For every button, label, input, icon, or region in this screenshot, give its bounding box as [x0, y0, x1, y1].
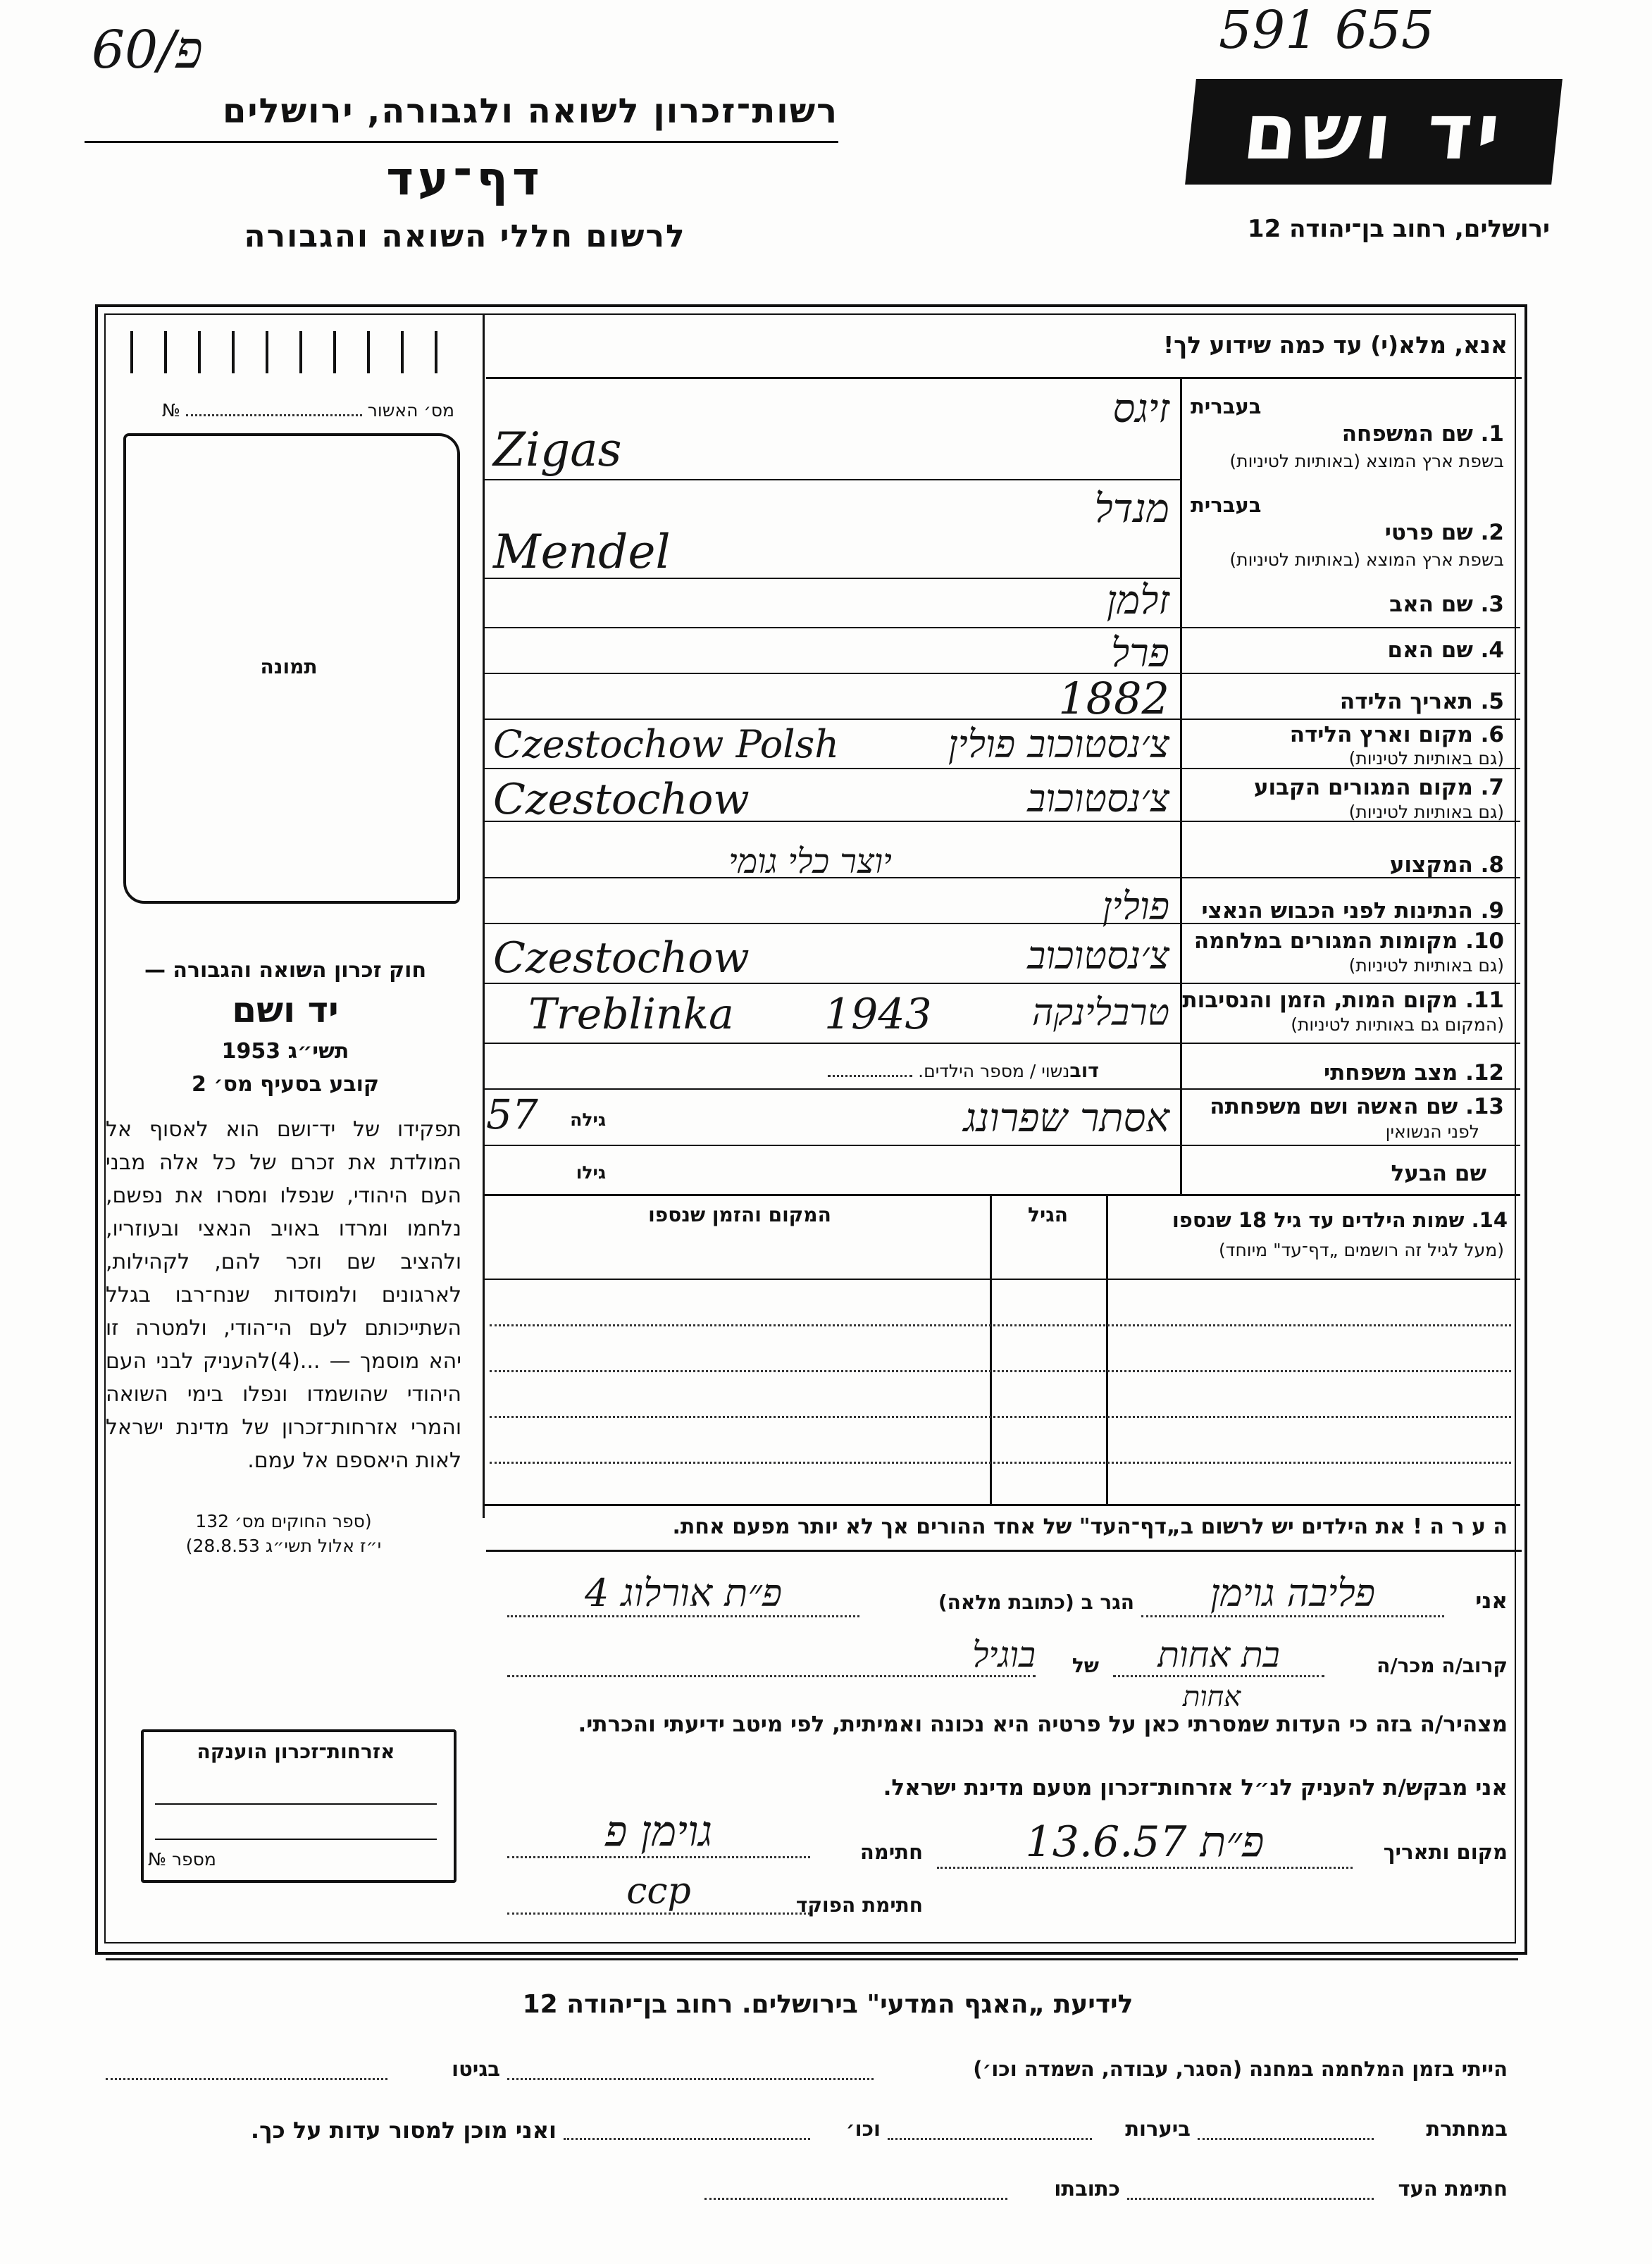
declarant-i: אני — [1475, 1588, 1508, 1614]
law-text: תפקידו של יד־ושם הוא לאסוף אל המולדת את זכרם של כל אלה מבני העם היהודי, שנפלו ומסרו את נפשם, נלחמו ומרדו באויב הנאצי ובעוזריו, ולהציב שם וזכר להם, לקהילות, לארגונים ולמוסדות שנח־רבו בגלל השתייכותם לעם הי־הודי, ולמטרה זו יהא מוסמך — ...(4)להעניק לבני העם היהודי שהושמדו ונפלו בימי השואה והמרי אזרחות־זכרון של מדינת ישראל לאות היאספם אל עמם. — [106, 1117, 461, 1473]
field-10-sub: (גם באותיות לטיניות) — [1348, 955, 1504, 976]
yad-vashem-logo: יד ושם — [1185, 79, 1563, 185]
relative-label: קרוב/ה מכר/ה — [1377, 1654, 1508, 1677]
instruction-underline — [486, 377, 1522, 379]
note-underline — [486, 1550, 1522, 1552]
citizenship-line-2 — [155, 1839, 437, 1840]
declarant-address[interactable]: פ״ת אורלוג 4 — [507, 1571, 859, 1617]
wartime-residence-latin[interactable]: Czestochow — [493, 933, 750, 983]
wife-name[interactable]: אסתר שפרונג — [963, 1095, 1169, 1141]
field-12-label: 12. מצב משפחתי — [1323, 1060, 1504, 1086]
field-6-label: 6. מקום וארץ הלידה — [1289, 722, 1504, 747]
form-title: דף־עד — [386, 151, 544, 206]
occupation[interactable]: יוצר כלי גומי — [728, 842, 892, 881]
father-name[interactable]: זלמן — [1106, 578, 1169, 623]
corner-note-right: 591 655 — [1219, 0, 1435, 61]
form-subtitle: לרשום חללי השואה והגבורה — [244, 218, 686, 254]
resides-label: הגר ב (כתובת מלאה) — [938, 1591, 1134, 1614]
death-year[interactable]: 1943 — [824, 990, 932, 1039]
citizenship-title: אזרחות־זכרון הוענקה — [197, 1740, 395, 1763]
footer-address-label: כתובתו — [1054, 2177, 1120, 2201]
family-name-latin[interactable]: Zigas — [493, 423, 622, 477]
field-5-label: 5. תאריך הלידה — [1339, 689, 1504, 714]
birthplace-latin[interactable]: Czestochow Polsh — [493, 722, 839, 766]
signature-value[interactable]: גוימן פ — [507, 1807, 810, 1858]
instruction: אנא, מלא(י) עד כמה שידוע לך! — [1163, 331, 1508, 359]
place-date-value[interactable]: פ״ת 13.6.57 — [937, 1817, 1353, 1869]
field-6-sub: (גם באותיות לטיניות) — [1348, 748, 1504, 769]
official-signature-value[interactable]: ccp — [507, 1870, 810, 1915]
children-header-line — [485, 1279, 1520, 1280]
law-title: חוק זכרון השואה והגבורה — — [144, 958, 427, 983]
birthplace-hebrew[interactable]: צ׳נסטוכוב פולין — [948, 722, 1169, 766]
field-3-label: 3. שם האב — [1389, 592, 1504, 617]
law-ref-2: י״ז אלול תשי״ג 28.8.53) — [185, 1536, 382, 1556]
declaration: מצהיר/ה בזה כי העדות שמסרתי כאן על פרטיה היא נכונה ואמיתית, לפי מיטב ידיעתי והכרתי. — [578, 1712, 1508, 1737]
children-col-2 — [990, 1196, 992, 1506]
approval-label: מס׳ האשור № — [161, 400, 454, 421]
field-2-sub: בשפת ארץ המוצא (באותיות לטיניות) — [1229, 549, 1504, 570]
field-13-sub: לפני הנשואין — [1385, 1121, 1479, 1142]
field-2-label: 2. שם פרטי — [1384, 520, 1504, 545]
children-row[interactable] — [490, 1462, 1511, 1464]
children-row[interactable] — [490, 1416, 1511, 1418]
field-1-label: 1. שם המשפחה — [1341, 421, 1504, 447]
of-value[interactable]: בוגיל — [507, 1634, 1036, 1677]
residence-latin[interactable]: Czestochow — [493, 775, 750, 824]
law-ref-1: (ספר החוקים מס׳ 132 — [195, 1511, 372, 1531]
field-1-tag: בעברית — [1191, 394, 1262, 418]
footer-camp-field[interactable] — [507, 2078, 874, 2080]
row-line — [485, 1194, 1520, 1196]
footer-ghetto-field[interactable] — [106, 2078, 387, 2080]
field-10-label: 10. מקומות המגורים במלחמה — [1193, 928, 1504, 954]
footer-camp-label: הייתי בזמן המלחמה במחנה (הסגר, עבודה, השמדה וכו׳) — [973, 2057, 1508, 2081]
footer-underground-field[interactable] — [1198, 2138, 1374, 2140]
declarant-name[interactable]: פליבה גוימן — [1141, 1571, 1444, 1617]
of-label: של — [1072, 1654, 1099, 1677]
footer-divider — [106, 1958, 1518, 1960]
footer-underground-label: במחתרת — [1426, 2117, 1508, 2141]
footer-heading: לידיעת „האגף המדעי" בירושלים. רחוב בן־יהודה 12 — [522, 1990, 1134, 2019]
family-name-hebrew[interactable]: זיגס — [1112, 386, 1169, 432]
footer-ghetto-label: בגיטו — [452, 2057, 500, 2081]
photo-label: תמונה — [260, 655, 318, 678]
husband-age-label: גילו — [576, 1162, 606, 1183]
footer-forests-field[interactable] — [888, 2138, 1092, 2140]
children-col-1 — [1106, 1196, 1108, 1506]
children-bottom-line — [485, 1504, 1520, 1506]
children-place-header: המקום והזמן שנספו — [648, 1203, 831, 1226]
mother-name[interactable]: פרל — [1110, 630, 1169, 676]
row-line — [485, 1043, 1520, 1044]
signature-label: חתימה — [859, 1840, 923, 1864]
children-row[interactable] — [490, 1324, 1511, 1326]
corner-note-left: 60/פ — [92, 20, 203, 80]
wartime-residence-hebrew[interactable]: צ׳נסטוכוב — [1027, 933, 1169, 978]
children-label: 14. שמות הילדים עד גיל 18 שנספו — [1172, 1208, 1508, 1232]
children-sub: (מעל לגיל זה רושמים „דף־עד" מיוחד) — [1219, 1240, 1504, 1260]
place-date-label: מקום ותאריך — [1383, 1840, 1508, 1864]
field-9-label: 9. הנתינות לפני הכבוש הנאצי — [1201, 898, 1504, 923]
first-name-hebrew[interactable]: מנדל — [1094, 486, 1169, 532]
law-year: תשי״ג 1953 — [221, 1039, 349, 1064]
approval-number-field[interactable] — [186, 414, 362, 416]
footer-witness-signature-label: חתימת העד — [1398, 2177, 1508, 2201]
wife-age-label: גילה — [570, 1109, 606, 1130]
relation-alt: אחות — [1182, 1681, 1241, 1713]
death-place-latin[interactable]: Treblinka — [528, 990, 734, 1039]
left-column-border — [483, 313, 485, 1518]
row-line — [485, 1145, 1520, 1146]
birth-date[interactable]: 1882 — [1058, 673, 1169, 724]
authority-underline — [85, 141, 838, 143]
footer-witness-signature-field[interactable] — [1127, 2198, 1374, 2200]
law-name: יד ושם — [232, 990, 339, 1031]
labels-column-border — [1180, 377, 1182, 1194]
field-1-sub: בשפת ארץ המוצא (באותיות לטיניות) — [1229, 451, 1504, 471]
footer-forests-label: ביערות — [1125, 2117, 1191, 2141]
relation-value[interactable]: בת אחות — [1113, 1634, 1324, 1677]
row-line — [485, 983, 1520, 984]
field-7-sub: (גם באותיות לטיניות) — [1348, 802, 1504, 822]
citizenship-number: מספר № — [148, 1849, 216, 1870]
residence-hebrew[interactable]: צ׳נסטוכוב — [1027, 776, 1169, 821]
wife-age[interactable]: 57 — [486, 1090, 538, 1138]
field-2-tag: בעברית — [1191, 493, 1262, 517]
row-line — [485, 479, 1182, 480]
children-note: ה ע ר ה ! את הילדים יש לרשום ב„דף־העד" של אחד ההורים אך לא יותר מפעם אחת. — [672, 1514, 1508, 1539]
row-line — [485, 1088, 1520, 1090]
field-11-sub: (המקום גם באותיות לטיניות) — [1291, 1014, 1504, 1035]
footer-willing: ואני מוכן למסור עדות על כך. — [250, 2117, 557, 2144]
citizenship-line-1 — [155, 1803, 437, 1805]
footer-address-field[interactable] — [704, 2198, 1007, 2200]
header-address: ירושלים, רחוב בן־יהודה 12 — [1247, 215, 1550, 243]
footer-etc-label: וכו׳ — [845, 2117, 881, 2141]
nationality[interactable]: פולין — [1102, 884, 1169, 928]
official-signature-label: חתימת הפוקד — [795, 1893, 923, 1917]
citizenship-request: אני מבקש/ת להעניק לנ״ל אזרחות־זכרון מטעם מדינת ישראל. — [883, 1775, 1508, 1800]
field-7-label: 7. מקום המגורים הקבוע — [1253, 775, 1504, 800]
law-clause: קובע בסעיף מס׳ 2 — [191, 1072, 380, 1097]
field-4-label: 4. שם האם — [1387, 637, 1504, 663]
field-11-label: 11. מקום המות, הזמן והנסיבות — [1182, 988, 1504, 1013]
footer-etc-field[interactable] — [564, 2138, 810, 2140]
field-13-label: 13. שם האשה ושם משפחתה — [1210, 1094, 1504, 1119]
first-name-latin[interactable]: Mendel — [493, 525, 671, 579]
death-place-hebrew[interactable]: טרבלינקה — [1031, 992, 1169, 1034]
husband-label: שם הבעל — [1391, 1161, 1486, 1186]
tick-marks — [130, 331, 461, 373]
authority-line: רשות־זכרון לשואה ולגבורה, ירושלים — [222, 92, 838, 131]
children-age-header: הגיל — [1028, 1203, 1068, 1226]
marital-status[interactable]: דובנשוי / מספר הילדים. — [704, 1060, 1099, 1082]
field-8-label: 8. המקצוע — [1389, 852, 1504, 878]
children-row[interactable] — [490, 1370, 1511, 1372]
row-line — [485, 627, 1520, 628]
